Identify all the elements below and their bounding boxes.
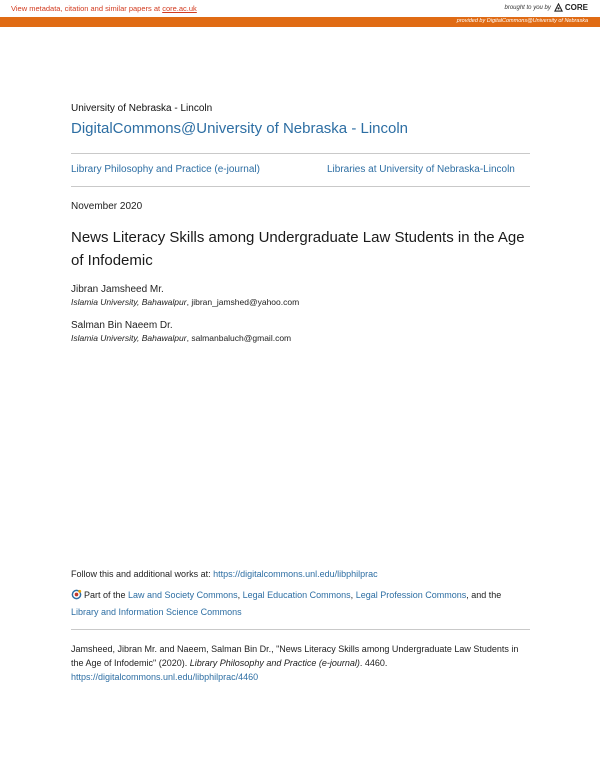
commons-link-legal-education[interactable]: Legal Education Commons [242, 590, 351, 600]
core-metadata-notice [11, 4, 197, 13]
article-title: News Literacy Skills among Undergraduate Law Students in the Age of Infodemic [71, 229, 525, 269]
commons-link-legal-profession[interactable]: Legal Profession Commons [355, 590, 467, 600]
repository-link[interactable]: DigitalCommons@University of Nebraska - Lincoln [71, 120, 409, 137]
citation-text: Jamsheed, Jibran Mr. and Naeem, Salman Bin Dr., "News Literacy Skills among Undergraduate Law Students in the Age of Infodemic" (2020). [71, 644, 519, 668]
author-affiliation [71, 297, 299, 307]
commons-network-icon [71, 589, 82, 605]
part-of-prefix: Part of the [84, 590, 129, 600]
author-name: Salman Bin Naeem Dr. [71, 320, 173, 331]
citation-number: . 4460. [359, 658, 388, 668]
author-email: , jibran_jamshed@yahoo.com [186, 297, 300, 307]
core-branding [505, 3, 589, 12]
citation-journal: Library Philosophy and Practice (e-journal) [189, 658, 360, 668]
author-name: Jibran Jamsheed Mr. [71, 284, 164, 295]
divider [71, 629, 530, 630]
citation-link[interactable]: https://digitalcommons.unl.edu/libphilprac/4460 [71, 672, 259, 682]
journal-link[interactable]: Library Philosophy and Practice (e-journal) [71, 164, 260, 175]
core-top-bar [0, 0, 600, 17]
separator: , [350, 590, 356, 600]
separator: , [237, 590, 243, 600]
core-logo-icon [554, 3, 563, 12]
divider [71, 153, 530, 154]
core-logo-label: CORE [564, 3, 588, 12]
commons-link-library-science[interactable]: Library and Information Science Commons [71, 607, 242, 617]
brought-by-text: brought to you by [504, 4, 551, 11]
libraries-link[interactable]: Libraries at University of Nebraska-Lincoln [327, 164, 515, 175]
follow-line [71, 569, 378, 579]
publication-date: November 2020 [71, 201, 143, 212]
divider [71, 186, 530, 187]
follow-prefix: Follow this and additional works at: [71, 569, 214, 579]
commons-link-law-society[interactable]: Law and Society Commons [128, 590, 238, 600]
institution-name: University of Nebraska - Lincoln [71, 103, 213, 114]
provider-bar [0, 17, 600, 27]
affiliation-institution: Islamia University, Bahawalpur [71, 297, 187, 307]
core-logo[interactable] [554, 3, 588, 12]
author-affiliation [71, 333, 291, 343]
core-link[interactable]: core.ac.uk [162, 4, 197, 13]
provided-by-text: provided by DigitalCommons@University of Nebraska [456, 18, 588, 24]
author-email: , salmanbaluch@gmail.com [186, 333, 292, 343]
affiliation-institution: Islamia University, Bahawalpur [71, 333, 187, 343]
core-metadata-prefix: View metadata, citation and similar papers at [11, 4, 163, 13]
and-the-text: , and the [466, 590, 502, 600]
recommended-citation [71, 642, 531, 684]
follow-link[interactable]: https://digitalcommons.unl.edu/libphilprac [213, 569, 378, 579]
part-of-commons [71, 588, 531, 620]
